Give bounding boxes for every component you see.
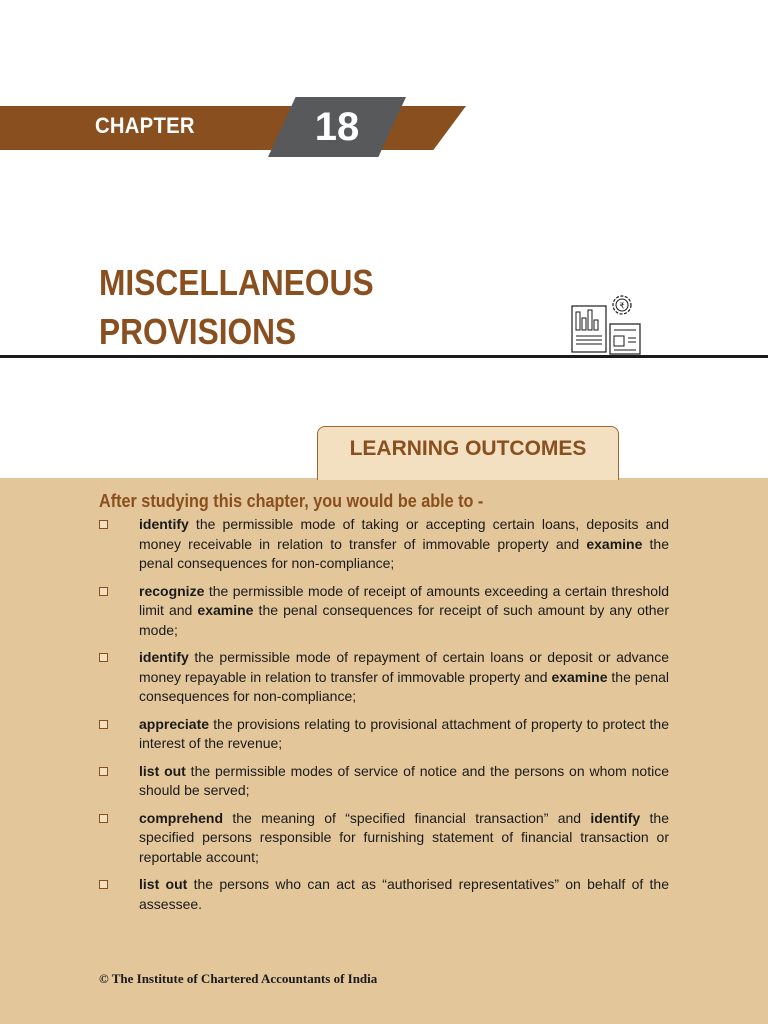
chapter-number: 18 — [314, 105, 360, 149]
outcome-phrase: the permissible mode of taking or accepting certain loans, deposits and money receivable in relation to transfer of immovable property and — [139, 516, 669, 552]
outcome-keyword: examine — [551, 668, 608, 685]
checkbox-bullet-icon — [99, 653, 108, 662]
checkbox-bullet-icon — [99, 587, 108, 596]
outcome-phrase: the penal consequences for non-compliance; — [139, 668, 669, 704]
outcome-text — [139, 762, 669, 801]
outcome-text — [139, 715, 669, 754]
chapter-title — [99, 258, 374, 356]
outcome-keyword: examine — [197, 602, 254, 618]
outcome-text — [139, 582, 669, 641]
outcome-keyword: recognize — [139, 582, 205, 599]
checkbox-bullet-icon — [99, 520, 108, 529]
outcome-keyword: examine — [586, 535, 643, 552]
outcome-text — [139, 515, 669, 574]
outcome-keyword: list out — [139, 876, 188, 892]
copyright-footer: © The Institute of Chartered Accountants of India — [99, 971, 378, 986]
outcome-phrase: the permissible mode of repayment of certain loans or deposit or advance money repayable in relation to transfer of immovable property and — [139, 649, 669, 685]
outcome-item — [99, 715, 669, 754]
svg-text:₹: ₹ — [619, 301, 625, 311]
outcome-keyword: identify — [139, 649, 189, 665]
checkbox-bullet-icon — [99, 720, 108, 729]
outcome-text — [139, 875, 669, 914]
outcome-phrase: the meaning of “specified financial transaction” and — [223, 809, 591, 826]
outcome-phrase: the permissible mode of receipt of amounts exceeding a certain threshold limit and — [139, 582, 669, 618]
checkbox-bullet-icon — [99, 880, 108, 889]
finance-document-icon — [568, 292, 644, 356]
outcomes-list — [99, 515, 669, 922]
chapter-title-line1: MISCELLANEOUS — [99, 262, 374, 303]
outcome-phrase: the penal consequences for non-compliance; — [139, 535, 669, 571]
learning-outcomes-heading: LEARNING OUTCOMES — [349, 437, 587, 460]
checkbox-bullet-icon — [99, 814, 108, 823]
outcome-keyword: identify — [590, 809, 641, 826]
outcome-item — [99, 875, 669, 914]
outcome-keyword: identify — [139, 516, 189, 532]
outcomes-intro: After studying this chapter, you would be able to - — [99, 491, 484, 511]
outcome-keyword: appreciate — [139, 715, 210, 732]
outcome-phrase: the persons who can act as “authorised representatives” on behalf of the assessee. — [139, 876, 669, 912]
chapter-label: CHAPTER — [95, 113, 195, 138]
title-divider — [0, 355, 768, 358]
checkbox-bullet-icon — [99, 767, 108, 776]
chapter-title-line2: PROVISIONS — [99, 311, 297, 352]
outcome-keyword: list out — [139, 762, 186, 779]
outcome-item — [99, 809, 669, 868]
outcome-item — [99, 582, 669, 641]
outcome-text — [139, 648, 669, 707]
outcome-item — [99, 762, 669, 801]
outcome-keyword: comprehend — [139, 809, 224, 826]
outcome-phrase: the provisions relating to provisional attachment of property to protect the interest of the revenue; — [139, 715, 669, 751]
outcome-text — [139, 809, 669, 868]
outcome-phrase: the permissible modes of service of notice and the persons on whom notice should be served; — [139, 762, 669, 798]
outcome-item — [99, 648, 669, 707]
outcome-phrase: the penal consequences for receipt of such amount by any other mode; — [139, 602, 669, 638]
outcome-item — [99, 515, 669, 574]
outcome-phrase: the specified persons responsible for furnishing statement of financial transaction or reportable account; — [139, 809, 669, 865]
